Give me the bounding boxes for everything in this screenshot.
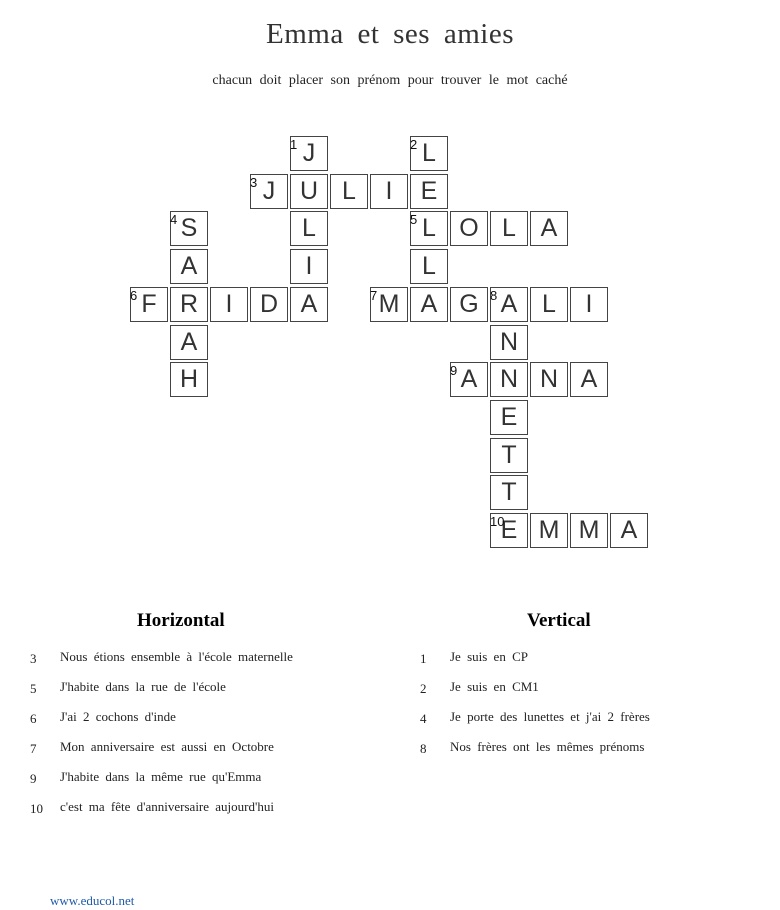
grid-cell[interactable]: N — [490, 325, 528, 360]
clue-text: c'est ma fête d'anniversaire aujourd'hui — [60, 799, 274, 814]
footer-link[interactable]: www.educol.net — [50, 893, 135, 908]
clue-number-label: 2 — [410, 137, 418, 152]
clue-number: 4 — [420, 711, 427, 726]
grid-cell[interactable]: A — [530, 211, 568, 246]
grid-cell[interactable]: O — [450, 211, 488, 246]
grid-cell[interactable]: R — [170, 287, 208, 322]
grid-cell[interactable]: J — [250, 174, 288, 209]
grid-cell[interactable]: M — [370, 287, 408, 322]
grid-cell[interactable]: G — [450, 287, 488, 322]
grid-cell[interactable]: I — [290, 249, 328, 284]
grid-cell[interactable]: A — [490, 287, 528, 322]
grid-cell[interactable]: L — [490, 211, 528, 246]
horizontal-heading: Horizontal — [137, 610, 225, 631]
grid-cell[interactable]: I — [570, 287, 608, 322]
clue-number-label: 5 — [410, 212, 418, 228]
clue-text: Je suis en CP — [450, 649, 528, 664]
clue-number-label: 3 — [250, 174, 258, 190]
grid-cell[interactable]: E — [410, 174, 448, 209]
clue-text: Nous étions ensemble à l'école maternelle — [60, 649, 293, 664]
clue-number: 7 — [30, 741, 37, 756]
vertical-heading: Vertical — [527, 610, 591, 631]
grid-cell[interactable]: A — [610, 513, 648, 548]
grid-cell[interactable]: N — [490, 362, 528, 397]
clue-number-label: 1 — [290, 137, 298, 152]
clue-text: Mon anniversaire est aussi en Octobre — [60, 739, 274, 754]
grid-cell[interactable]: L — [410, 211, 448, 246]
clue-text: J'habite dans la même rue qu'Emma — [60, 769, 262, 784]
grid-cell[interactable]: J — [290, 136, 328, 171]
clue-number-label: 4 — [170, 212, 178, 228]
clue-number: 2 — [420, 681, 427, 696]
grid-cell[interactable]: L — [410, 136, 448, 171]
page-subtitle: chacun doit placer son prénom pour trouver le mot caché — [212, 73, 568, 88]
clue-text: Je suis en CM1 — [450, 679, 539, 694]
grid-cell[interactable]: M — [570, 513, 608, 548]
clue-number-label: 8 — [490, 287, 498, 303]
clue-text: Nos frères ont les mêmes prénoms — [450, 739, 645, 754]
grid-cell[interactable]: M — [530, 513, 568, 548]
grid-cell[interactable]: S — [170, 211, 208, 246]
grid-cell[interactable]: L — [290, 211, 328, 246]
clue-text: J'ai 2 cochons d'inde — [60, 709, 176, 724]
clue-text: J'habite dans la rue de l'école — [60, 679, 226, 694]
grid-cell[interactable]: I — [210, 287, 248, 322]
grid-cell[interactable]: U — [290, 174, 328, 209]
grid-cell[interactable]: E — [490, 400, 528, 435]
grid-cell[interactable]: A — [290, 287, 328, 322]
grid-cell[interactable]: A — [170, 249, 208, 284]
clue-number: 3 — [30, 651, 37, 666]
grid-cell[interactable]: F — [130, 287, 168, 322]
clue-number: 9 — [30, 771, 37, 786]
clue-number: 10 — [30, 801, 43, 816]
grid-cell[interactable]: E — [490, 513, 528, 548]
clue-number-label: 6 — [130, 287, 138, 303]
page-title: Emma et ses amies — [266, 18, 514, 50]
grid-cell[interactable]: A — [170, 325, 208, 360]
grid-cell[interactable]: L — [410, 249, 448, 284]
clue-number-label: 9 — [450, 363, 458, 379]
grid-cell[interactable]: D — [250, 287, 288, 322]
grid-cell[interactable]: N — [530, 362, 568, 397]
grid-cell[interactable]: H — [170, 362, 208, 397]
grid-cell[interactable]: L — [330, 174, 368, 209]
grid-cell[interactable]: A — [410, 287, 448, 322]
grid-cell[interactable]: A — [450, 362, 488, 397]
clue-number: 1 — [420, 651, 427, 666]
grid-cell[interactable]: I — [370, 174, 408, 209]
clue-number: 5 — [30, 681, 37, 696]
grid-cell[interactable]: A — [570, 362, 608, 397]
clue-number: 6 — [30, 711, 37, 726]
grid-cell[interactable]: T — [490, 438, 528, 473]
clue-number: 8 — [420, 741, 427, 756]
grid-cell[interactable]: L — [530, 287, 568, 322]
clue-number-label: 10 — [490, 514, 505, 529]
grid-cell[interactable]: T — [490, 475, 528, 510]
clue-text: Je porte des lunettes et j'ai 2 frères — [450, 709, 650, 724]
clue-number-label: 7 — [370, 287, 378, 303]
